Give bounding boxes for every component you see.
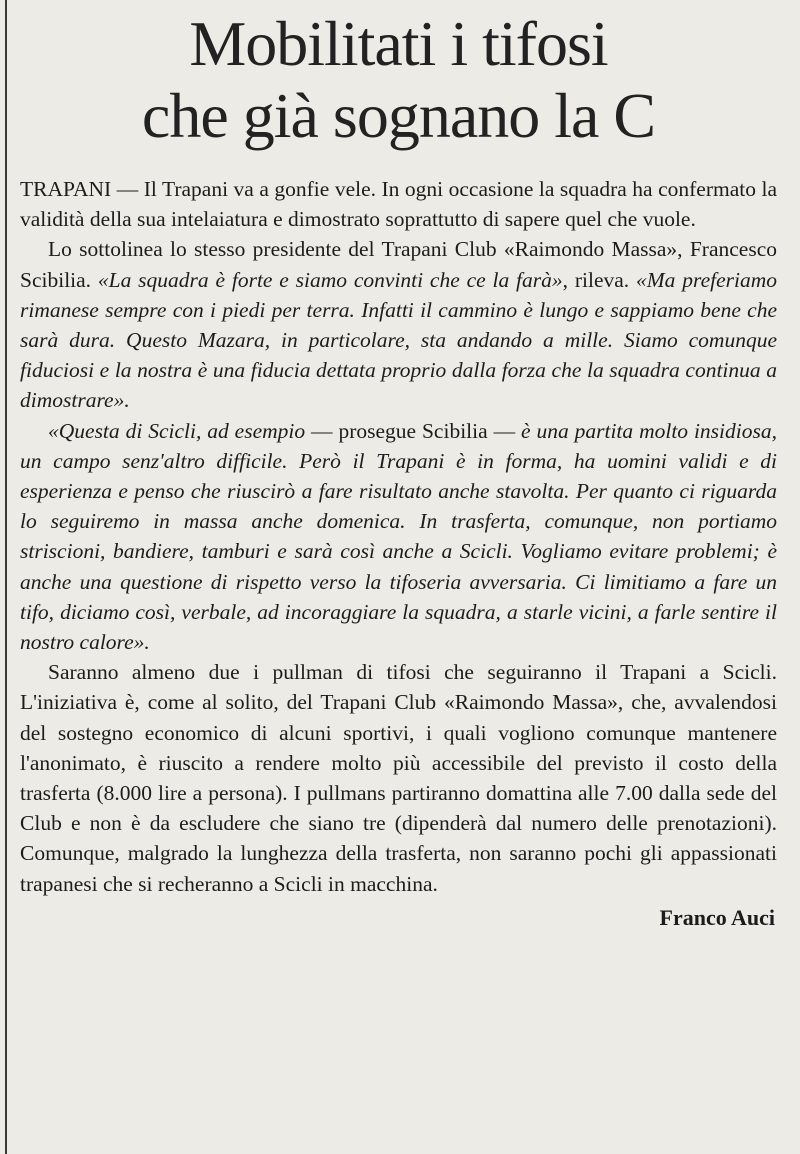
headline-line-2: che già sognano la C	[141, 80, 656, 151]
paragraph-2-quote-2: «Ma preferiamo rimanese sempre con i piedi per terra. Infatti il cammino è lungo e sappiamo bene che sarà dura. Questo Mazara, in particolare, sta andando a mille. Siamo comunque fiduciosi e la nostra è una fiducia dettata proprio dalla forza che la squadra continua a dimostrare».	[20, 267, 777, 413]
paragraph-3	[20, 416, 777, 658]
paragraph-2-segment-1: Lo sottolinea lo stesso presidente del Trapani Club «Raimondo Massa», Francesco Scibilia.	[20, 237, 777, 292]
column-rule	[5, 0, 7, 1154]
article	[20, 0, 777, 1154]
paragraph-2-segment-3: , rileva.	[562, 267, 637, 292]
headline	[20, 0, 777, 152]
article-body	[20, 174, 777, 899]
paragraph-3-quote-1: «Questa di Scicli, ad esempio	[48, 418, 306, 443]
paragraph-2	[20, 234, 777, 415]
paragraph-3-quote-2: è una partita molto insidiosa, un campo senz'altro difficile. Però il Trapani è in forma, ha uomini validi e di esperienza e penso che riuscirò a fare risultato anche stavolta. Per quanto ci riguarda lo seguiremo in massa anche domenica. In trasferta, comunque, non portiamo striscioni, bandiere, tamburi e sarà così anche a Scicli. Vogliamo evitare problemi; è anche una questione di rispetto verso la tifoseria avversaria. Ci limitiamo a fare un tifo, diciamo così, verbale, ad incoraggiare la squadra, a starle vicini, a farle sentire il nostro calore».	[20, 418, 777, 655]
paragraph-4	[20, 657, 777, 899]
paragraph-3-segment-2: — prosegue Scibilia —	[305, 418, 521, 443]
byline: Franco Auci	[659, 904, 775, 930]
paragraph-4-segment-1: Saranno almeno due i pullman di tifosi che seguiranno il Trapani a Scicli. L'iniziativa è, come al solito, del Trapani Club «Raimondo Massa», che, avvalendosi del sostegno economico di alcuni sportivi, i quali vogliono comunque mantenere l'anonimato, è riuscito a rendere molto più accessibile del previsto il costo della trasferta (8.000 lire a persona). I pullmans partiranno domattina alle 7.00 dalla sede del Club e non è da escludere che siano tre (dipenderà dal numero delle prenotazioni). Comunque, malgrado la lunghezza della trasferta, non saranno pochi gli appassionati trapanesi che si recheranno a Scicli in macchina.	[20, 660, 777, 896]
paragraph-1-segment-1: TRAPANI — Il Trapani va a gonfie vele. In ogni occasione la squadra ha confermato la validità della sua intelaiatura e dimostrato soprattutto di sapere quel che vuole.	[20, 177, 777, 232]
paragraph-2-quote-1: «La squadra è forte e siamo convinti che ce la farà»	[97, 267, 563, 292]
paragraph-1	[20, 174, 777, 234]
headline-line-1: Mobilitati i tifosi	[189, 8, 608, 79]
